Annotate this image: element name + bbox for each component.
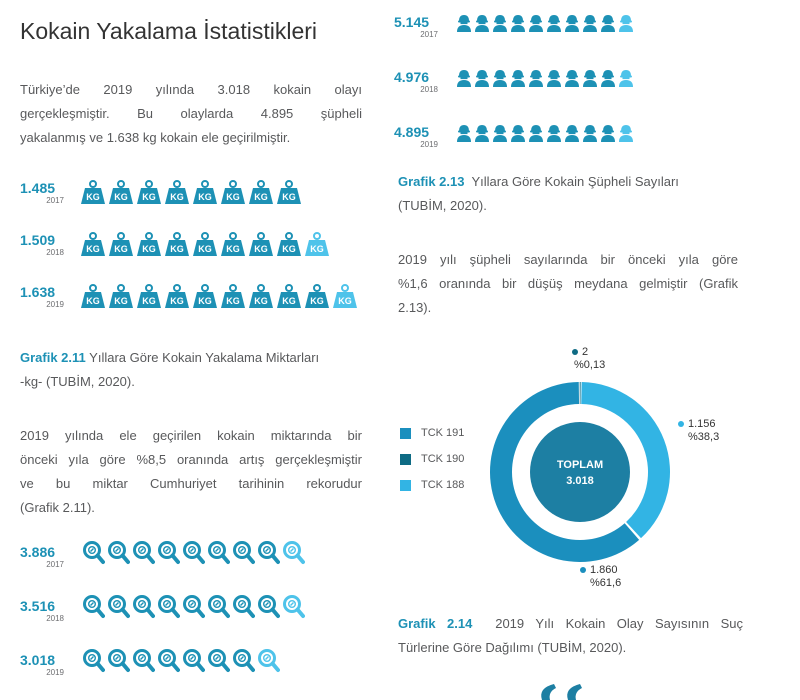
legend-item-tck190 (400, 452, 464, 466)
svg-text:KG: KG (142, 296, 156, 306)
kg-weight-icon (136, 180, 162, 204)
suspect-person-icon (492, 69, 508, 87)
magnifier-icon (132, 540, 155, 566)
caption-text: (TUBİM, 2020). (398, 198, 487, 213)
legend-swatch (400, 428, 411, 439)
row-year: 2019 (46, 668, 64, 677)
magnifier-icon (157, 594, 180, 620)
para-line: önceki yıla göre %8,5 oranında artış gerçekleşmiştir (20, 452, 362, 467)
caption-grafik-2-13 (398, 170, 743, 218)
intro-line: yakalanmış ve 1.638 kg kokain ele geçirilmiştir. (20, 130, 291, 145)
row-year: 2018 (46, 248, 64, 257)
svg-text:KG: KG (142, 192, 156, 202)
svg-text:KG: KG (198, 244, 212, 254)
suspect-person-icon (564, 69, 580, 87)
svg-text:KG: KG (170, 192, 184, 202)
kg-weight-icon (192, 180, 218, 204)
magnifier-icon (107, 540, 130, 566)
data-label-percent: %0,13 (574, 359, 606, 371)
data-label-tck188 (678, 418, 719, 444)
suspect-person-icon (618, 69, 634, 87)
quote-mark-icon (528, 684, 598, 700)
suspect-person-icon (456, 14, 472, 32)
caption-text: Türlerine Göre Dağılımı (TUBİM, 2020). (398, 640, 627, 655)
svg-text:KG: KG (170, 296, 184, 306)
suspect-person-icon (582, 124, 598, 142)
magnifier-icon (182, 594, 205, 620)
row-label (20, 180, 64, 206)
svg-text:KG: KG (114, 192, 128, 202)
magnifier-icon (207, 594, 230, 620)
caption-text: 2019 Yılı Kokain Olay Sayısının Suç (495, 616, 743, 631)
row-label (20, 232, 64, 258)
magnifier-icon (182, 648, 205, 674)
kg-weight-icon (192, 284, 218, 308)
magnifier-icon (257, 540, 280, 566)
caption-grafik-2-14 (398, 612, 743, 660)
row-year: 2019 (46, 300, 64, 309)
suspect-person-icon (474, 124, 490, 142)
magnifier-icon (82, 540, 105, 566)
suspect-person-icon (546, 124, 562, 142)
caption-label: Grafik 2.14 (398, 616, 473, 631)
suspect-person-icon (510, 124, 526, 142)
suspect-person-icon (564, 14, 580, 32)
para-line: (Grafik 2.11). (20, 500, 95, 515)
donut-center-value: 3.018 (566, 475, 594, 487)
donut-segment-tck-190 (580, 382, 581, 404)
svg-text:KG: KG (282, 192, 296, 202)
para-line: 2.13). (398, 300, 432, 315)
icon-row (456, 69, 634, 87)
row-year: 2017 (420, 30, 438, 39)
magnifier-icon (107, 594, 130, 620)
svg-text:KG: KG (86, 244, 100, 254)
data-label-percent: %61,6 (590, 577, 622, 589)
row-label (394, 14, 438, 40)
svg-text:KG: KG (198, 192, 212, 202)
legend-item-tck191 (400, 426, 464, 440)
magnifier-icon (257, 648, 280, 674)
kg-weight-icon (80, 232, 106, 256)
magnifier-icon (282, 594, 305, 620)
row-value: 5.145 (394, 14, 430, 30)
row-value: 3.886 (20, 544, 56, 560)
chart-legend (400, 426, 464, 492)
row-value: 4.976 (394, 69, 430, 85)
kg-weight-icon (248, 232, 274, 256)
suspect-person-icon (456, 124, 472, 142)
row-label (394, 124, 438, 150)
magnifier-icon (232, 648, 255, 674)
suspect-person-icon (546, 69, 562, 87)
caption-text: Yıllara Göre Kokain Şüpheli Sayıları (471, 174, 679, 189)
kg-weight-icon (276, 180, 302, 204)
label-dot (572, 349, 578, 355)
row-year: 2019 (420, 140, 438, 149)
icon-row (80, 180, 302, 204)
kg-weight-icon (108, 284, 134, 308)
magnifier-icon (232, 540, 255, 566)
legend-label: TCK 190 (421, 453, 465, 465)
magnifier-icon (207, 648, 230, 674)
para-line: %1,6 oranında bir düşüş meydana gelmiştir (Grafik (398, 276, 738, 291)
icon-row (456, 14, 634, 32)
suspect-person-icon (510, 69, 526, 87)
row-label (20, 544, 64, 570)
row-label (20, 598, 64, 624)
legend-item-tck188 (400, 478, 464, 492)
kg-weight-icon (276, 232, 302, 256)
row-label (20, 652, 64, 678)
kg-weight-icon (220, 232, 246, 256)
row-label (394, 69, 438, 95)
row-value: 4.895 (394, 124, 430, 140)
row-value: 3.516 (20, 598, 56, 614)
suspect-person-icon (474, 69, 490, 87)
data-label-tck190 (572, 346, 605, 372)
suspect-person-icon (600, 124, 616, 142)
kg-weight-icon (164, 284, 190, 308)
donut-center (530, 422, 630, 522)
svg-text:KG: KG (198, 296, 212, 306)
kg-weight-icon (332, 284, 358, 308)
svg-text:KG: KG (114, 244, 128, 254)
row-value: 3.018 (20, 652, 56, 668)
para-line: 2019 yılında ele geçirilen kokain miktarında bir (20, 428, 362, 443)
data-label-value: 1.156 (688, 418, 716, 430)
suspect-person-icon (618, 14, 634, 32)
row-value: 1.485 (20, 180, 56, 196)
svg-text:KG: KG (254, 296, 268, 306)
seizure-paragraph (20, 424, 362, 520)
icon-row (80, 232, 330, 256)
magnifier-icon (207, 540, 230, 566)
label-dot (580, 567, 586, 573)
row-label (20, 284, 64, 310)
suspect-person-icon (600, 14, 616, 32)
svg-text:KG: KG (338, 296, 352, 306)
intro-line: gerçekleşmiştir. Bu olaylarda 4.895 şüpheli (20, 106, 362, 121)
data-label-value: 2 (582, 346, 589, 358)
suspect-person-icon (492, 14, 508, 32)
svg-text:KG: KG (310, 296, 324, 306)
kg-weight-icon (80, 284, 106, 308)
suspect-person-icon (456, 69, 472, 87)
kg-weight-icon (304, 232, 330, 256)
kg-weight-icon (136, 232, 162, 256)
kg-weight-icon (220, 284, 246, 308)
icon-row (82, 594, 305, 620)
suspect-person-icon (600, 69, 616, 87)
kg-weight-icon (164, 180, 190, 204)
kg-weight-icon (192, 232, 218, 256)
caption-text: Yıllara Göre Kokain Yakalama Miktarları (89, 350, 320, 365)
magnifier-icon (132, 648, 155, 674)
caption-text: -kg- (TUBİM, 2020). (20, 374, 135, 389)
para-line: ve bu miktar Cumhuriyet tarihinin rekorudur (20, 476, 362, 491)
data-label-percent: %38,3 (688, 431, 720, 443)
magnifier-icon (257, 594, 280, 620)
kg-weight-icon (108, 232, 134, 256)
row-value: 1.638 (20, 284, 56, 300)
svg-text:KG: KG (226, 192, 240, 202)
suspect-person-icon (618, 124, 634, 142)
kg-weight-icon (248, 180, 274, 204)
suspect-person-icon (582, 14, 598, 32)
data-label-value: 1.860 (590, 564, 618, 576)
svg-text:KG: KG (226, 296, 240, 306)
magnifier-icon (232, 594, 255, 620)
svg-text:KG: KG (142, 244, 156, 254)
kg-weight-icon (276, 284, 302, 308)
kg-weight-icon (164, 232, 190, 256)
legend-label: TCK 188 (421, 479, 465, 491)
magnifier-icon (157, 540, 180, 566)
suspect-paragraph (398, 248, 738, 320)
label-dot (678, 421, 684, 427)
svg-text:KG: KG (114, 296, 128, 306)
kg-weight-icon (304, 284, 330, 308)
para-line: 2019 yılı şüpheli sayılarında bir önceki yıla göre (398, 252, 738, 267)
magnifier-icon (282, 540, 305, 566)
magnifier-icon (157, 648, 180, 674)
icon-row (82, 540, 305, 566)
svg-text:KG: KG (170, 244, 184, 254)
suspect-person-icon (492, 124, 508, 142)
caption-grafik-2-11 (20, 346, 365, 394)
legend-swatch (400, 454, 411, 465)
row-year: 2018 (420, 85, 438, 94)
suspect-person-icon (528, 69, 544, 87)
magnifier-icon (132, 594, 155, 620)
suspect-person-icon (510, 14, 526, 32)
kg-weight-icon (220, 180, 246, 204)
suspect-person-icon (528, 14, 544, 32)
svg-text:KG: KG (310, 244, 324, 254)
svg-text:KG: KG (86, 192, 100, 202)
magnifier-icon (182, 540, 205, 566)
intro-paragraph (20, 78, 362, 150)
svg-text:KG: KG (282, 244, 296, 254)
kg-weight-icon (248, 284, 274, 308)
row-year: 2017 (46, 560, 64, 569)
suspect-person-icon (528, 124, 544, 142)
row-year: 2017 (46, 196, 64, 205)
magnifier-icon (82, 594, 105, 620)
kg-weight-icon (136, 284, 162, 308)
data-label-tck191 (580, 564, 621, 590)
suspect-person-icon (582, 69, 598, 87)
icon-row (80, 284, 358, 308)
intro-line: Türkiye’de 2019 yılında 3.018 kokain olayı (20, 82, 362, 97)
suspect-person-icon (546, 14, 562, 32)
icon-row (456, 124, 634, 142)
legend-label: TCK 191 (421, 427, 465, 439)
kg-weight-icon (80, 180, 106, 204)
icon-row (82, 648, 280, 674)
row-year: 2018 (46, 614, 64, 623)
legend-swatch (400, 480, 411, 491)
magnifier-icon (107, 648, 130, 674)
svg-text:KG: KG (282, 296, 296, 306)
page-title: Kokain Yakalama İstatistikleri (20, 18, 318, 44)
svg-text:KG: KG (254, 244, 268, 254)
suspect-person-icon (564, 124, 580, 142)
svg-text:KG: KG (226, 244, 240, 254)
caption-label: Grafik 2.13 (398, 174, 465, 189)
svg-text:KG: KG (86, 296, 100, 306)
caption-label: Grafik 2.11 (20, 350, 86, 365)
magnifier-icon (82, 648, 105, 674)
row-value: 1.509 (20, 232, 56, 248)
donut-center-title: TOPLAM (556, 459, 604, 471)
svg-text:KG: KG (254, 192, 268, 202)
suspect-person-icon (474, 14, 490, 32)
kg-weight-icon (108, 180, 134, 204)
